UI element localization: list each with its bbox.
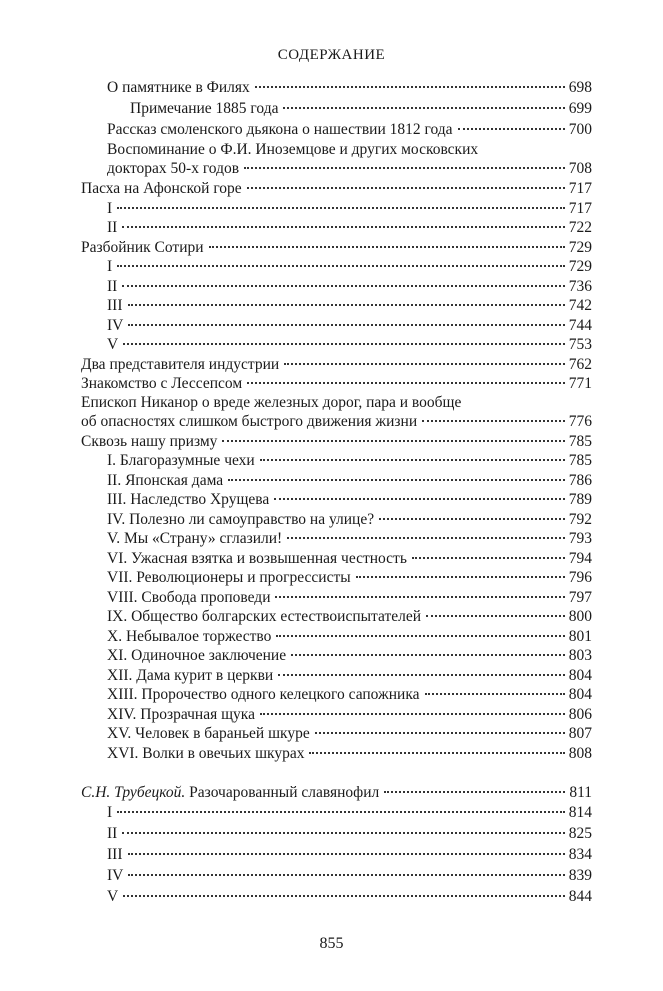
toc-entry-title: Сквозь нашу призму xyxy=(81,433,218,450)
toc-entry-page: 717 xyxy=(568,180,592,197)
toc-entry xyxy=(107,316,592,335)
toc-entry-title: II xyxy=(107,219,118,236)
dot-leader xyxy=(244,166,565,169)
dot-leader xyxy=(422,419,565,422)
toc-entry-page: 797 xyxy=(568,589,592,606)
toc-entry-page: 698 xyxy=(568,79,592,96)
toc-entry xyxy=(81,783,592,802)
dot-leader xyxy=(128,873,564,876)
dot-leader xyxy=(426,614,565,617)
dot-leader xyxy=(122,284,564,287)
dot-leader xyxy=(275,595,564,598)
toc-entry xyxy=(107,646,592,665)
toc-entry xyxy=(107,724,592,743)
dot-leader xyxy=(247,381,565,384)
toc-entry xyxy=(107,588,592,607)
toc-entry-page: 785 xyxy=(568,433,592,450)
toc-entry xyxy=(107,257,592,276)
toc-entry-title: Разбойник Сотири xyxy=(81,239,204,256)
toc-entry-first-line: Епископ Никанор о вреде железных дорог, пара и вообще xyxy=(81,394,462,411)
dot-leader xyxy=(128,303,565,306)
toc-entry-page: 834 xyxy=(568,846,592,863)
toc-entry-page: 825 xyxy=(568,825,592,842)
toc-entry-page: 744 xyxy=(568,317,592,334)
dot-leader xyxy=(260,458,565,461)
toc-entry-work: Разочарованный славянофил xyxy=(189,784,380,801)
toc-entry-title: I xyxy=(107,804,113,821)
toc-entry-page: 814 xyxy=(568,804,592,821)
toc-entry-page: 736 xyxy=(568,278,592,295)
dot-leader xyxy=(283,106,564,109)
toc-entry xyxy=(107,887,592,906)
toc-entry xyxy=(107,568,592,587)
dot-leader xyxy=(309,751,564,754)
toc-entry xyxy=(107,627,592,646)
toc-entry-page: 708 xyxy=(568,160,592,177)
toc-entry-page: 776 xyxy=(568,413,592,430)
toc-entry xyxy=(130,99,592,118)
toc-entry-title: XI. Одиночное заключение xyxy=(107,647,287,664)
dot-leader xyxy=(117,206,565,209)
toc-entry-title: I xyxy=(107,200,113,217)
page-title: СОДЕРЖАНИЕ xyxy=(277,47,386,63)
toc-entry-title: IV. Полезно ли самоуправство на улице? xyxy=(107,511,375,528)
toc-entry xyxy=(81,374,592,393)
toc-entry xyxy=(81,179,592,198)
toc-entry-title: I. Благоразумные чехи xyxy=(107,452,255,469)
dot-leader xyxy=(284,362,565,365)
toc-entry xyxy=(107,218,592,237)
toc-entry-page: 800 xyxy=(568,608,592,625)
toc-entry xyxy=(107,845,592,864)
toc-entry-title: VII. Революционеры и прогрессисты xyxy=(107,569,351,586)
dot-leader xyxy=(425,692,565,695)
toc-entry-title: Примечание 1885 года xyxy=(130,100,279,117)
dot-leader xyxy=(287,536,565,539)
toc-entry-page: 762 xyxy=(568,356,592,373)
toc-entry-page: 742 xyxy=(568,297,592,314)
toc-entry-page: 729 xyxy=(568,258,592,275)
dot-leader xyxy=(278,673,565,676)
dot-leader xyxy=(356,575,565,578)
toc-entry-title: XVI. Волки в овечьих шкурах xyxy=(107,745,305,762)
toc-entry-title: докторах 50-х годов xyxy=(107,160,240,177)
toc-entry xyxy=(107,510,592,529)
dot-leader xyxy=(247,186,565,189)
toc-entry-page: 786 xyxy=(568,472,592,489)
toc-entry xyxy=(81,432,592,451)
toc-entry-title: III. Наследство Хрущева xyxy=(107,491,270,508)
toc-entry xyxy=(81,355,592,374)
toc-entry-title: II. Японская дама xyxy=(107,472,224,489)
toc-entry-title: XIV. Прозрачная щука xyxy=(107,706,255,723)
toc-entry xyxy=(81,238,592,257)
toc-entry-title: XIII. Пророчество одного келецкого сапожника xyxy=(107,686,420,703)
toc-entry xyxy=(107,549,592,568)
toc-entry-page: 807 xyxy=(568,725,592,742)
toc-entry-title: II xyxy=(107,278,118,295)
toc-entry-page: 785 xyxy=(568,452,592,469)
toc-entry-title: VIII. Свобода проповеди xyxy=(107,589,271,606)
toc-entry-page: 844 xyxy=(568,888,592,905)
toc-entry-page: 803 xyxy=(568,647,592,664)
toc-entry xyxy=(107,78,592,97)
toc-entry-title: VI. Ужасная взятка и возвышенная честность xyxy=(107,550,407,567)
toc-entry xyxy=(107,120,592,139)
dot-leader xyxy=(458,127,565,130)
dot-leader xyxy=(123,342,565,345)
dot-leader xyxy=(128,852,565,855)
toc-entry-page: 699 xyxy=(568,100,592,117)
toc-entry-author: С.Н. Трубецкой. xyxy=(81,784,186,801)
toc-entry xyxy=(107,529,592,548)
toc-entry-title: IV xyxy=(107,867,124,884)
dot-leader xyxy=(291,653,565,656)
toc-entry xyxy=(107,199,592,218)
toc-entry xyxy=(107,666,592,685)
toc-entry-page: 717 xyxy=(568,200,592,217)
toc-entry xyxy=(107,335,592,354)
dot-leader xyxy=(274,497,564,500)
toc-entry xyxy=(107,705,592,724)
toc-entry-title: Два представителя индустрии xyxy=(81,356,280,373)
dot-leader xyxy=(209,245,565,248)
dot-leader xyxy=(122,831,564,834)
toc-entry xyxy=(81,412,592,431)
dot-leader xyxy=(228,478,565,481)
toc-entry-page: 729 xyxy=(568,239,592,256)
toc-entry-page: 801 xyxy=(568,628,592,645)
toc-entry xyxy=(107,296,592,315)
dot-leader xyxy=(255,85,565,88)
toc-entry-page: 793 xyxy=(568,530,592,547)
toc-entry xyxy=(107,471,592,490)
toc-entry-page: 794 xyxy=(568,550,592,567)
toc-entry xyxy=(107,490,592,509)
toc-entry xyxy=(107,866,592,885)
toc-entry xyxy=(107,277,592,296)
toc-entry-title: V xyxy=(107,888,119,905)
toc-entry xyxy=(107,744,592,763)
dot-leader xyxy=(123,894,565,897)
toc-entry-first-line: Воспоминание о Ф.И. Иноземцове и других московских xyxy=(107,141,479,158)
toc-entry-page: 796 xyxy=(568,569,592,586)
toc-entry-title: О памятнике в Филях xyxy=(107,79,250,96)
toc-entry-page: 722 xyxy=(568,219,592,236)
dot-leader xyxy=(128,323,564,326)
toc-entry-page: 839 xyxy=(568,867,592,884)
toc-entry xyxy=(107,824,592,843)
toc-entry-page: 808 xyxy=(568,745,592,762)
toc-entry-title: об опасностях слишком быстрого движения жизни xyxy=(81,413,418,430)
toc-entry xyxy=(107,803,592,822)
toc-entry-title: V. Мы «Страну» сглазили! xyxy=(107,530,283,547)
toc-entry-title xyxy=(81,783,382,802)
toc-entry-page: 804 xyxy=(568,686,592,703)
dot-leader xyxy=(315,731,565,734)
toc-entry-title: XII. Дама курит в церкви xyxy=(107,667,274,684)
toc-entry-page: 753 xyxy=(568,336,592,353)
toc-entry-page: 806 xyxy=(568,706,592,723)
toc-entry-page: 804 xyxy=(568,667,592,684)
dot-leader xyxy=(260,712,565,715)
dot-leader xyxy=(412,556,565,559)
dot-leader xyxy=(117,264,565,267)
toc-entry xyxy=(107,451,592,470)
dot-leader xyxy=(117,810,565,813)
toc-entry-title: Пасха на Афонской горе xyxy=(81,180,242,197)
toc-entry-page: 811 xyxy=(569,784,592,801)
toc-entry-title: IV xyxy=(107,317,124,334)
toc-entry xyxy=(107,159,592,178)
toc-entry-title: III xyxy=(107,846,123,863)
toc-entry-title: I xyxy=(107,258,113,275)
dot-leader xyxy=(276,634,564,637)
toc-entry-title: III xyxy=(107,297,123,314)
toc-entry-title: IX. Общество болгарских естествоиспытателей xyxy=(107,608,422,625)
toc-entry-title: V xyxy=(107,336,119,353)
toc-entry-title: Рассказ смоленского дьякона о нашествии 1812 года xyxy=(107,121,453,138)
toc-entry-title: XV. Человек в бараньей шкуре xyxy=(107,725,310,742)
dot-leader xyxy=(122,225,564,228)
toc-entry-page: 700 xyxy=(568,121,592,138)
toc-entry xyxy=(107,607,592,626)
toc-entry-page: 789 xyxy=(568,491,592,508)
dot-leader xyxy=(384,790,565,793)
dot-leader xyxy=(222,439,564,442)
toc-entry xyxy=(107,685,592,704)
dot-leader xyxy=(379,517,565,520)
toc-entry-page: 771 xyxy=(568,375,592,392)
toc-entry-title: Знакомство с Лессепсом xyxy=(81,375,243,392)
toc-entry-title: II xyxy=(107,825,118,842)
toc-entry-page: 792 xyxy=(568,511,592,528)
toc-entry-title: X. Небывалое торжество xyxy=(107,628,272,645)
page-number: 855 xyxy=(319,935,344,952)
